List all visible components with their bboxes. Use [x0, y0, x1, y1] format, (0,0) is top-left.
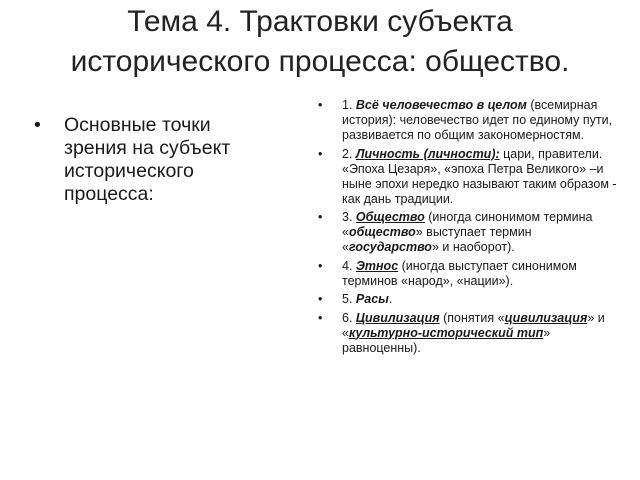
slide-title [20, 2, 620, 82]
left-bullet [34, 114, 304, 206]
item-term: цивилизация [504, 310, 588, 325]
right-list [318, 98, 618, 359]
left-line: исторического [64, 160, 194, 182]
left-line: Основные точки [64, 114, 211, 136]
bullet-icon: • [34, 114, 41, 136]
bullet-icon: • [318, 210, 323, 224]
title-line-1: Тема 4. Трактовки субъекта [127, 5, 513, 38]
item-term: Цивилизация [355, 310, 440, 325]
list-item-5 [318, 292, 618, 307]
bullet-icon: • [318, 258, 323, 273]
list-item-4 [318, 259, 618, 289]
item-number: 6. [342, 310, 356, 325]
item-text: . [388, 292, 393, 306]
list-item-2 [318, 147, 618, 207]
item-text: » и « [342, 310, 605, 340]
list-item-1 [318, 98, 618, 143]
list-item-6 [318, 311, 618, 356]
left-line: процесса: [64, 183, 154, 205]
item-number: 3. [342, 210, 356, 224]
item-term: Этнос [355, 258, 399, 273]
bullet-icon: • [318, 310, 323, 325]
list-item-3 [318, 210, 618, 255]
item-text: (всемирная история): человечество идет по единому пути, развивается по общим закономерностям. [342, 98, 613, 142]
bullet-icon: • [318, 292, 323, 306]
item-text: цари, правители. «Эпоха Цезаря», «эпоха Петра Великого» –и ныне эпохи нередко называют таким образом - как дань традиции. [342, 146, 617, 206]
bullet-icon: • [318, 98, 323, 112]
left-line: зрения на субъект [64, 137, 231, 159]
item-term: Всё человечество в целом [355, 98, 527, 112]
item-text: » и наоборот). [431, 240, 515, 254]
item-term: культурно-исторический тип [348, 325, 544, 340]
item-text: (понятия « [439, 310, 505, 325]
item-term: Расы [355, 292, 389, 306]
item-term: Личность (личности): [355, 146, 500, 161]
item-number: 4. [342, 258, 356, 273]
item-text: (иногда синонимом термина « [342, 210, 593, 239]
item-term: Общество [355, 210, 425, 224]
item-number: 1. [342, 98, 356, 112]
item-text: » равноценны). [342, 325, 551, 355]
bullet-icon: • [318, 146, 323, 161]
item-number: 2. [342, 146, 356, 161]
title-line-2: исторического процесса: общество. [70, 45, 570, 78]
item-text: » выступает термин « [342, 225, 532, 254]
item-text: (иногда выступает синонимом терминов «народ», «нации»). [342, 258, 577, 288]
item-number: 5. [342, 292, 356, 306]
item-term: общество [348, 225, 416, 239]
item-term: государство [348, 240, 432, 254]
left-bullet-text [64, 114, 304, 206]
